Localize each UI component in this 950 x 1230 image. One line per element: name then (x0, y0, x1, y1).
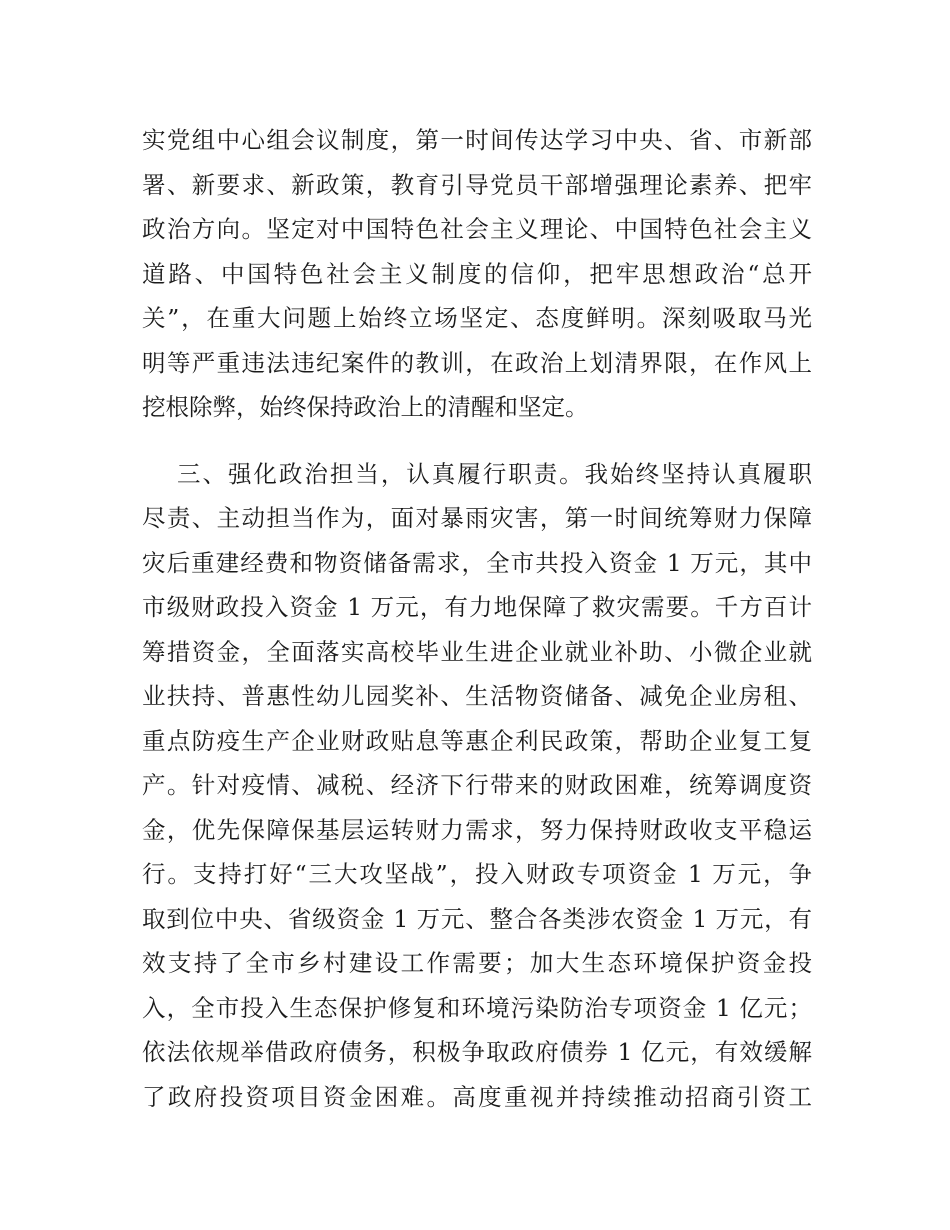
text-line: 政治方向。坚定对中国特色社会主义理论、中国特色社会主义 (142, 215, 812, 243)
text-line: 署、新要求、新政策，教育引导党员干部增强理论素养、把牢 (142, 170, 812, 199)
text-line: 三、强化政治担当，认真履行职责。我始终坚持认真履职 (177, 459, 812, 488)
text-line: 筹措资金，全面落实高校毕业生进企业就业补助、小微企业就 (142, 637, 812, 666)
text-line: 入，全市投入生态保护修复和环境污染防治专项资金 1 亿元； (142, 993, 812, 1022)
text-line: 实党组中心组会议制度，第一时间传达学习中央、省、市新部 (142, 126, 812, 154)
text-line: 明等严重违法违纪案件的教训，在政治上划清界限，在作风上 (142, 348, 812, 377)
text-line: 市级财政投入资金 1 万元，有力地保障了救灾需要。千方百计 (142, 593, 812, 621)
text-line: 行。支持打好“三大攻坚战”，投入财政专项资金 1 万元，争 (142, 860, 812, 888)
text-line: 灾后重建经费和物资储备需求，全市共投入资金 1 万元，其中 (142, 548, 812, 577)
paragraph-2 (142, 452, 812, 1120)
text-line: 金，优先保障保基层运转财力需求，努力保持财政收支平稳运 (142, 815, 812, 844)
text-line: 尽责、主动担当作为，面对暴雨灾害，第一时间统筹财力保障 (142, 504, 812, 532)
text-line: 效支持了全市乡村建设工作需要；加大生态环境保护资金投 (142, 949, 812, 977)
document-body (142, 118, 812, 1119)
text-line: 取到位中央、省级资金 1 万元、整合各类涉农资金 1 万元，有 (142, 904, 812, 933)
text-line: 道路、中国特色社会主义制度的信仰，把牢思想政治“总开 (142, 259, 812, 288)
text-line: 了政府投资项目资金困难。高度重视并持续推动招商引资工 (142, 1082, 812, 1111)
text-line: 业扶持、普惠性幼儿园奖补、生活物资储备、减免企业房租、 (142, 682, 812, 710)
text-line: 关”，在重大问题上始终立场坚定、态度鲜明。深刻吸取马光 (142, 304, 812, 332)
text-line: 挖根除弊，始终保持政治上的清醒和坚定。 (142, 393, 589, 421)
paragraph-1 (142, 118, 812, 430)
text-line: 重点防疫生产企业财政贴息等惠企利民政策，帮助企业复工复 (142, 726, 812, 755)
text-line: 依法依规举借政府债务，积极争取政府债券 1 亿元，有效缓解 (142, 1038, 812, 1066)
text-line: 产。针对疫情、减税、经济下行带来的财政困难，统筹调度资 (142, 771, 812, 799)
paragraph-spacer (142, 430, 812, 452)
